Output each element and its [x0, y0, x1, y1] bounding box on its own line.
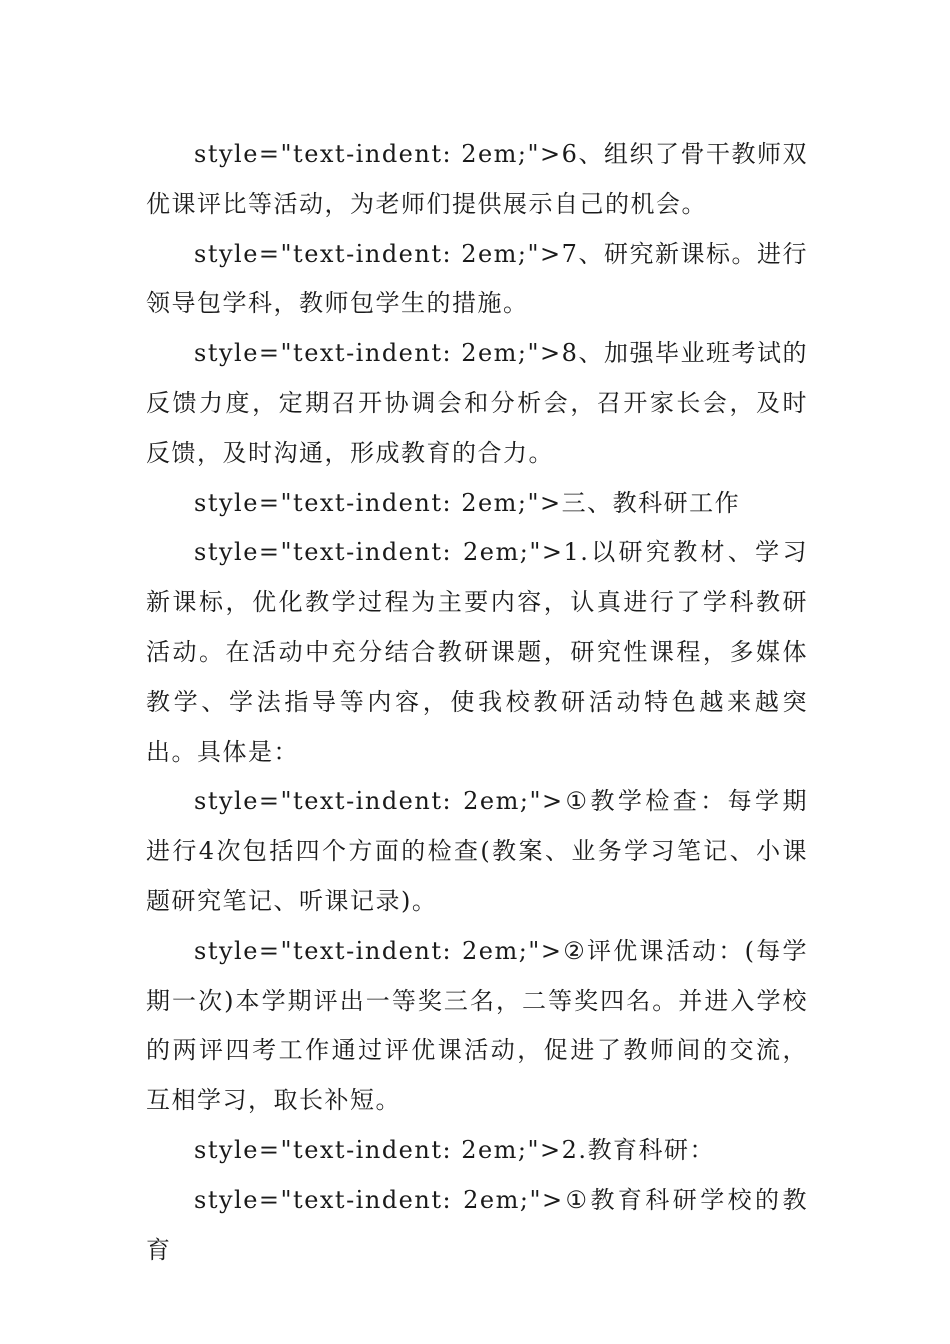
paragraph-research-2: style="text-indent: 2em;">2.教育科研：	[194, 1135, 716, 1164]
paragraph-excellent-class: style="text-indent: 2em;">②评优课活动：(每学期一次)本学期评出一等奖三名，二等奖四名。并进入学校的两评四考工作通过评优课活动，促进了教师间的交流，互相学习，取长补短。	[146, 936, 808, 1115]
paragraph-research-1: style="text-indent: 2em;">1.以研究教材、学习新课标，优化教学过程为主要内容，认真进行了学科教研活动。在活动中充分结合教研课题，研究性课程，多媒体教学、学法指导等内容，使我校教研活动特色越来越突出。具体是：	[146, 538, 808, 766]
document-body	[146, 130, 808, 1275]
paragraph-item-7: style="text-indent: 2em;">7、研究新课标。进行领导包学科，教师包学生的措施。	[146, 239, 808, 318]
paragraph-item-8: style="text-indent: 2em;">8、加强毕业班考试的反馈力度，定期召开协调会和分析会，召开家长会，及时反馈，及时沟通，形成教育的合力。	[146, 339, 808, 467]
paragraph-item-6: style="text-indent: 2em;">6、组织了骨干教师双优课评比等活动，为老师们提供展示自己的机会。	[146, 140, 808, 218]
paragraph-education-research: style="text-indent: 2em;">①教育科研学校的教育	[146, 1185, 808, 1264]
section-heading-research: style="text-indent: 2em;">三、教科研工作	[194, 488, 741, 517]
paragraph-teaching-inspection: style="text-indent: 2em;">①教学检查：每学期进行4次包括四个方面的检查(教案、业务学习笔记、小课题研究笔记、听课记录)。	[146, 787, 808, 915]
